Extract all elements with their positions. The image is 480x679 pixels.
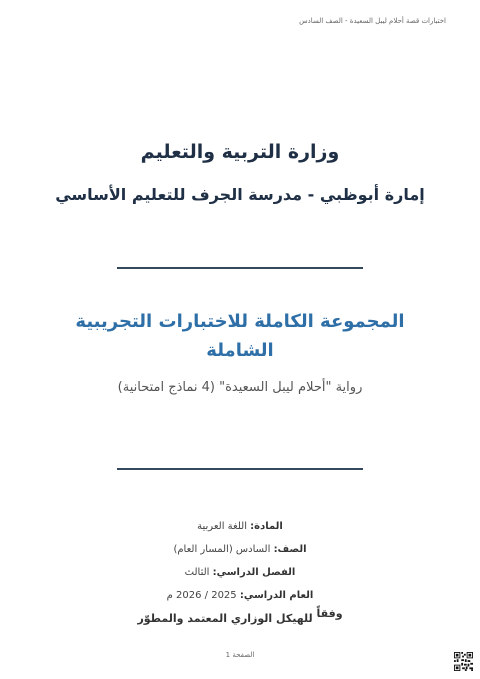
framework-prefix: وفقاً <box>316 607 343 620</box>
subject-value: اللغة العربية <box>197 521 247 532</box>
subject-row <box>0 521 480 532</box>
framework-text: للهيكل الوزاري المعتمد والمطوّر <box>137 612 313 625</box>
divider-top <box>117 267 363 269</box>
grade-label: الصف: <box>273 544 307 555</box>
qr-code-icon <box>454 652 473 671</box>
year-row <box>0 590 480 601</box>
divider-bottom <box>117 468 363 470</box>
subject-label: المادة: <box>250 521 283 532</box>
document-title: المجموعة الكاملة للاختبارات التجريبية الشاملة <box>75 311 405 361</box>
term-label: الفصل الدراسي: <box>212 567 296 578</box>
school-name: إمارة أبوظبي - مدرسة الجرف للتعليم الأساسي <box>55 185 425 204</box>
year-label: العام الدراسي: <box>239 590 314 601</box>
ministry-name: وزارة التربية والتعليم <box>140 141 340 163</box>
term-row <box>0 567 480 578</box>
document-subtitle: رواية "أحلام ليبل السعيدة" (4 نماذج امتحانية) <box>117 380 363 395</box>
year-value: 2025 / 2026 م <box>166 590 237 601</box>
framework-note <box>0 607 480 625</box>
page-number: الصفحة 1 <box>225 651 255 659</box>
grade-row <box>0 544 480 555</box>
term-value: الثالث <box>184 567 210 578</box>
running-header: اختبارات قصة أحلام ليبل السعيدة - الصف السادس <box>299 17 446 25</box>
grade-value: السادس (المسار العام) <box>173 544 271 555</box>
